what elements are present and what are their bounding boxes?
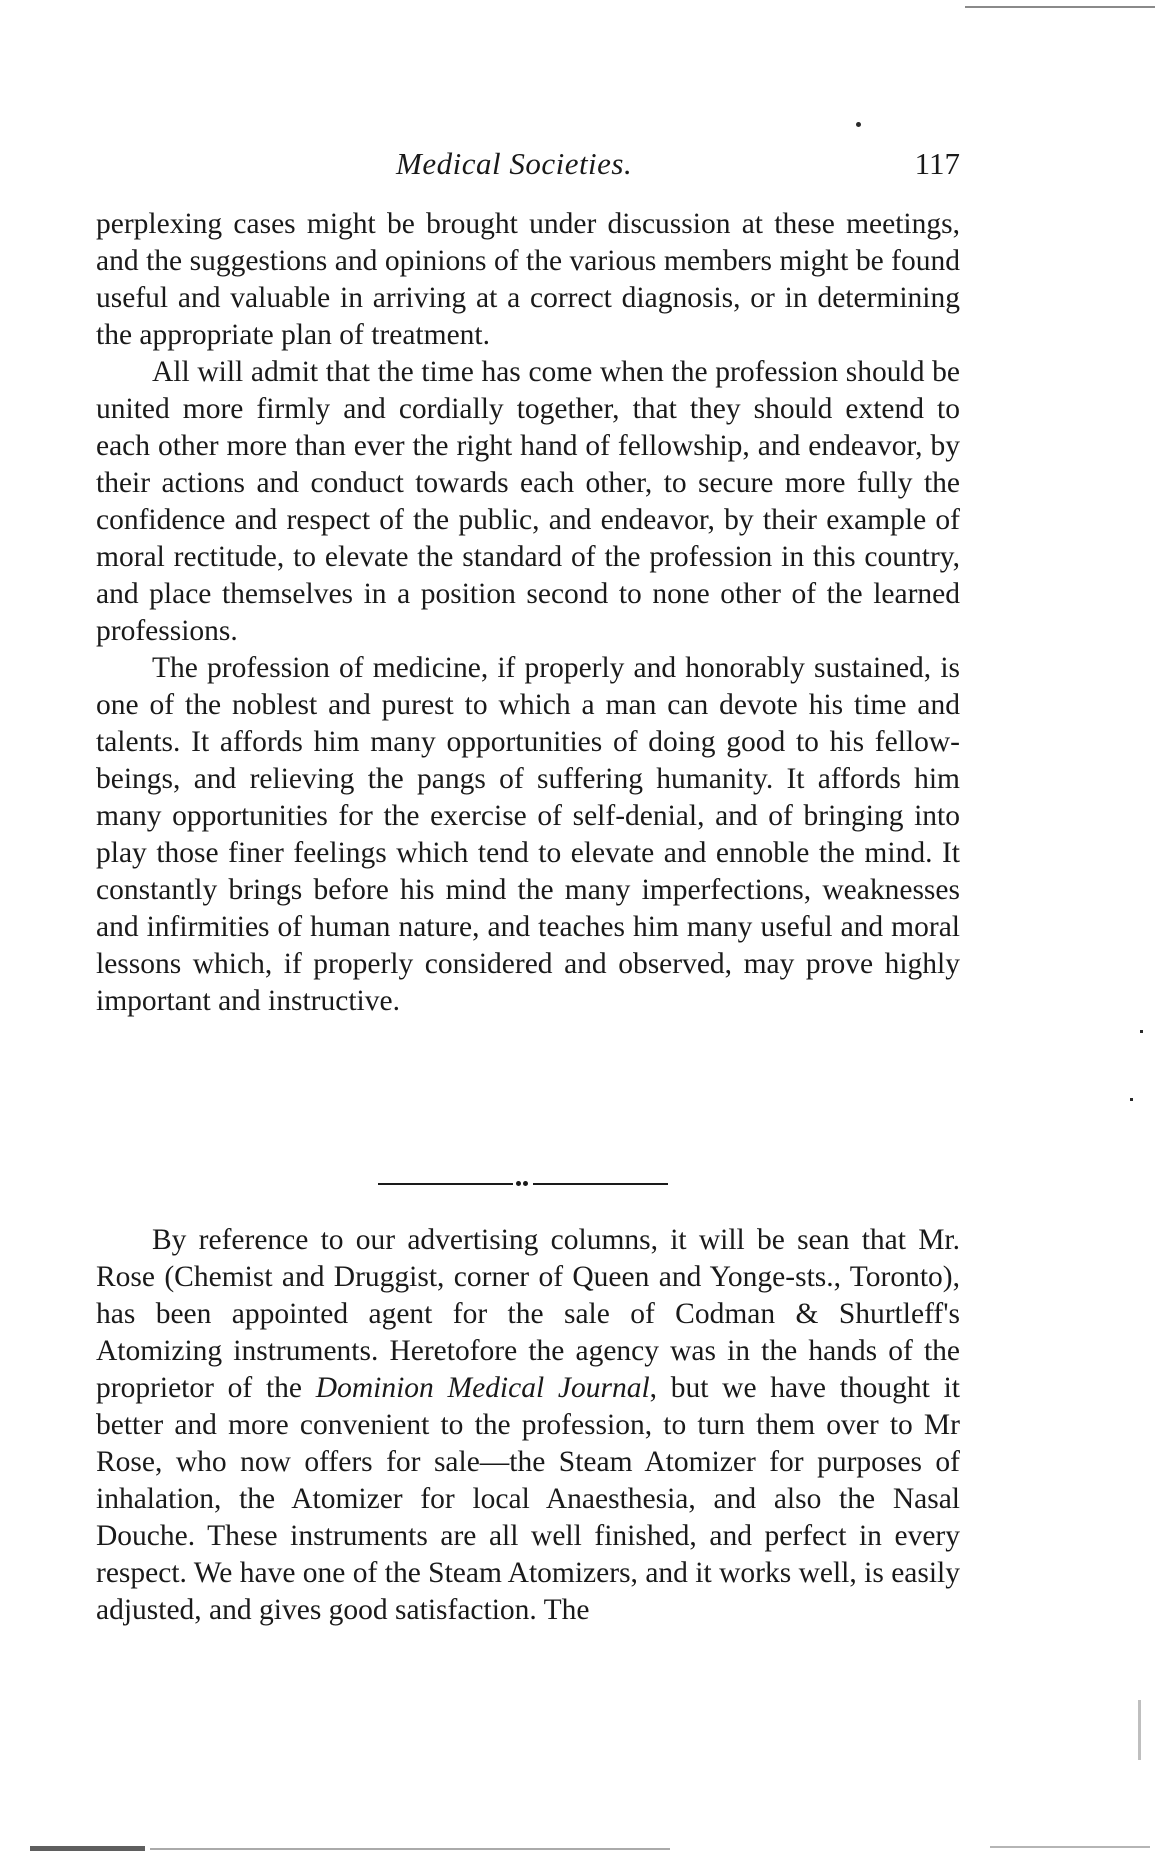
scan-artifact bbox=[1138, 1700, 1141, 1760]
divider-rule-right bbox=[533, 1183, 668, 1185]
page-number: 117 bbox=[914, 146, 960, 181]
paragraph: All will admit that the time has come when the profession should be united more firmly and cordially together, that they should extend to each other more than ever the right hand of fellowship, and endeavor, by their actions and conduct towards each other, to secure more fully the confidence and respect of the public, and endeavor, by their example of moral rectitude, to elevate the standard of the profession in this country, and place themselves in a position second to none other of the learned professions. bbox=[96, 356, 960, 647]
scan-artifact bbox=[856, 122, 861, 127]
paragraph: perplexing cases might be brought under discussion at these meetings, and the suggestions and opinions of the various members might be found useful and valuable in arriving at a correct diagnosis, or in determining the appropriate plan of treatment. bbox=[96, 208, 960, 351]
divider-ornament bbox=[516, 1180, 530, 1188]
divider-rule-left bbox=[378, 1183, 513, 1185]
section-divider bbox=[378, 1180, 668, 1188]
article-medical-societies bbox=[96, 206, 960, 1020]
scan-artifact bbox=[1140, 1030, 1143, 1033]
journal-name: Dominion Medical Journal bbox=[315, 1372, 650, 1404]
scan-artifact bbox=[30, 1846, 145, 1851]
article-atomizer-notice bbox=[96, 1222, 960, 1629]
paragraph bbox=[96, 1222, 960, 1629]
paragraph-text: By reference to our advertising columns, it will be sean that Mr. Rose (Chemist and Druggist, corner of Queen and Yonge-sts., Toronto), has been appointed agent for the sale of Codman & Shurtleff's Atomizing instruments. Heretofore the agency was in the hands of the proprietor of the bbox=[96, 1224, 960, 1404]
running-title: Medical Societies. bbox=[396, 146, 633, 181]
paragraph: The profession of medicine, if properly and honorably sustained, is one of the noblest and purest to which a man can devote his time and talents. It affords him many opportunities of doing good to his fellow-beings, and relieving the pangs of suffering humanity. It affords him many opportunities for the exercise of self-denial, and of bringing into play those finer feelings which tend to elevate and ennoble the mind. It constantly brings before his mind the many imperfections, weaknesses and infirmities of human nature, and teaches him many useful and moral lessons which, if properly considered and observed, may prove highly important and instructive. bbox=[96, 652, 960, 1017]
scan-artifact bbox=[990, 1846, 1150, 1848]
scan-artifact bbox=[965, 6, 1155, 8]
scan-artifact bbox=[1130, 1098, 1133, 1101]
paragraph-text: , but we have thought it better and more convenient to the profession, to turn them over to Mr Rose, who now offers for sale—the Steam Atomizer for purposes of inhalation, the Atomizer for local Anaesthesia, and also the Nasal Douche. These instruments are all well finished, and perfect in every respect. We have one of the Steam Atomizers, and it works well, is easily adjusted, and gives good satisfaction. The bbox=[96, 1372, 960, 1626]
page-header bbox=[96, 146, 960, 190]
scan-artifact bbox=[150, 1848, 670, 1850]
